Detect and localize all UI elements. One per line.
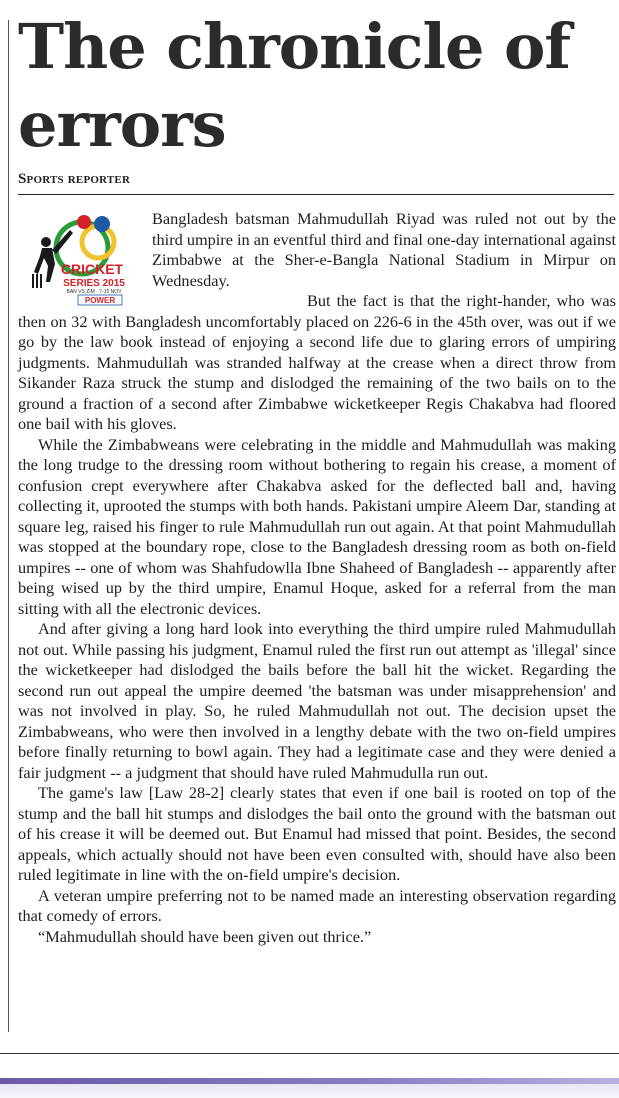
logo-blue-dot	[94, 216, 110, 232]
pull-quote: “Mahmudullah should have been given out thrice.”	[38, 926, 372, 946]
paragraph: While the Zimbabweans were celebrating in the middle and Mahmudullah was making the long trudge to the dressing room without bothering to regain his crease, a moment of confusion crept everywhere after Chakabva asked for the deflected ball and, having collecting it, uprooted the stumps with both hands. Pakistani umpire Aleem Dar, standing at square leg, raised his finger to rule Mahmudullah run out again. At that point Mahmudullah was stopped at the boundary rope, close to the Bangladesh dressing room as both on-field umpires -- one of whom was Shahfudowlla Ibne Shaheed of Bangladesh -- apparently after being wised up by the third umpire, Enamul Hoque, asked for a referral from the man sitting with all the electronic devices.	[18, 434, 616, 618]
article-body	[18, 209, 616, 947]
byline: Sports reporter	[18, 171, 131, 187]
bottom-divider	[0, 1053, 619, 1054]
headline: The chronicle of errors	[18, 10, 571, 161]
paragraph: The game's law [Law 28-2] clearly states that even if one bail is rooted on top of the stump and the ball hit stumps and dislodges the bail onto the ground with the batsman out of his crease it will be deemed out. But Enamul had missed that point. Besides, the second appeals, which actually should not have been even consulted with, should have also been ruled legitimate in line with the on-field umpire's decision.	[18, 783, 616, 884]
logo-sponsor: POWER	[84, 296, 116, 305]
left-column-rule	[8, 20, 9, 1032]
byline-divider	[18, 194, 614, 195]
logo-title-line1: CRICKET	[60, 261, 124, 277]
stumps	[32, 274, 42, 288]
paragraph: But the fact is that the right-hander, who was then on 32 with Bangladesh uncomfortably placed on 226-6 in the 45th over, was out if we go by the law book instead of enjoying a second life due to glaring errors of umpiring judgments. Mahmudullah was stranded halfway at the crease when a direct throw from Sikander Raza struck the stump and dislodged the remaining of the two bails on to the ground a fraction of a second after Zimbabwe wicketkeeper Regis Chakabva had floored one bail with his gloves.	[18, 291, 616, 433]
paragraph: And after giving a long hard look into everything the third umpire ruled Mahmudullah not out. While passing his judgment, Enamul ruled the first run out attempt as 'illegal' since the wicketkeeper had dislodged the bails before the ball hit the wicket. Regarding the second run out appeal the umpire deemed 'the batsman was under misapprehension' and was not involved in play. So, he ruled Mahmudullah not out. The decision upset the Zimbabweans, who were then involved in a lengthy debate with the two on-field umpires before finally returning to bowl again. They had a legitimate case and they were denied a fair judgment -- a judgment that should have ruled Mahmudulla run out.	[18, 619, 616, 782]
logo-subtitle: BAN VS ZIM · 7-15 NOV	[66, 289, 122, 295]
logo-red-badge	[77, 215, 91, 229]
logo-title-line2: SERIES 2015	[63, 278, 125, 289]
cricket-logo-icon	[22, 212, 142, 306]
footer-tint-band	[0, 1084, 619, 1098]
paragraph: Bangladesh batsman Mahmudullah Riyad was ruled not out by the third umpire in an eventful third and final one-day international against Zimbabwe at the Sher-e-Bangla National Stadium in Mirpur on Wednesday.	[152, 209, 616, 290]
cricket-series-logo	[22, 212, 142, 306]
paragraph: A veteran umpire preferring not to be named made an interesting observation regarding that comedy of errors.	[18, 885, 616, 925]
